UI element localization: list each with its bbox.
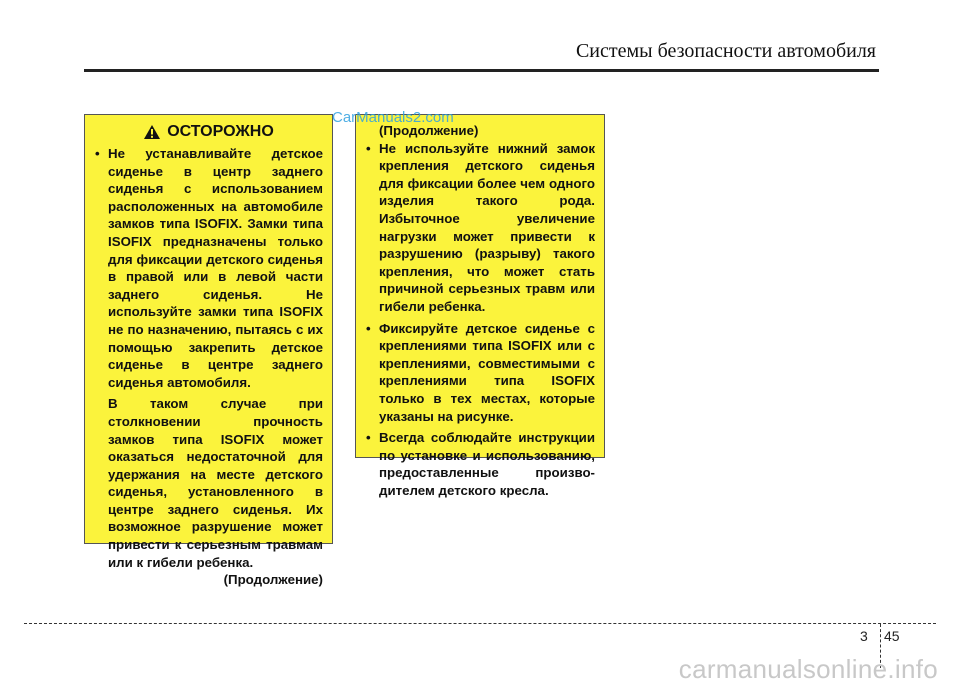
footer-divider — [24, 623, 936, 624]
warning-heading — [94, 122, 323, 142]
watermark-bottom: carmanualsonline.info — [678, 654, 938, 684]
continued-bullet-1: • Не используйте нижний замок крепления детского сиденья для фиксации более чем одного изделия такого рода. Избыточное увеличение нагрузки может привести к разрушению (разрыву) такого крепления, что может стать причиной серьезных травм или гибели ребенка. — [365, 140, 595, 316]
warning-box — [84, 114, 333, 588]
warning-paragraph-2: В таком случае при столкновении прочность замков типа ISOFIX может оказаться недостаточной для удержания на месте детского сиденья, установленного в центре заднего сиденья. Их возможное разрушение может привести к серьезным травмам или к гибели ребенка. — [108, 396, 323, 570]
section-title: Системы безопасности автомобиля — [575, 40, 876, 62]
page-number: 45 — [884, 628, 900, 644]
warning-title: ОСТОРОЖНО — [167, 123, 274, 141]
chapter-number: 3 — [860, 628, 868, 644]
warning-box-continued — [355, 114, 605, 498]
warning-bullet-1: • Не устанавливайте детское сиденье в центр заднего сиденья с использованием расположенных на автомобиле замков типа ISOFIX. Замки типа ISOFIX предназначены только для фиксации детского сиденья в правой или в левой части заднего сиденья. Не используйте замки типа ISOFIX не по назначению, пытаясь с их помощью закрепить детское сиденье в центре заднего сиденья автомобиля. — [94, 145, 323, 391]
continued-note: (Продолжение) — [223, 572, 323, 588]
continued-bullet-2: • Фиксируйте детское сиденье с креплениями типа ISOFIX или с креплениями, совместимыми с креплениями типа ISOFIX только в тех местах, которые указаны на рисунке. — [365, 320, 595, 426]
warning-triangle-icon — [143, 124, 161, 140]
continued-label: (Продолжение) — [379, 123, 479, 138]
continued-bullet-3: • Всегда соблюдайте инструкции по установке и использованию, предоставленные произво-дителем детского кресла. — [365, 429, 595, 499]
watermark-top: CarManuals2.com — [332, 109, 454, 126]
header-divider — [84, 69, 879, 72]
